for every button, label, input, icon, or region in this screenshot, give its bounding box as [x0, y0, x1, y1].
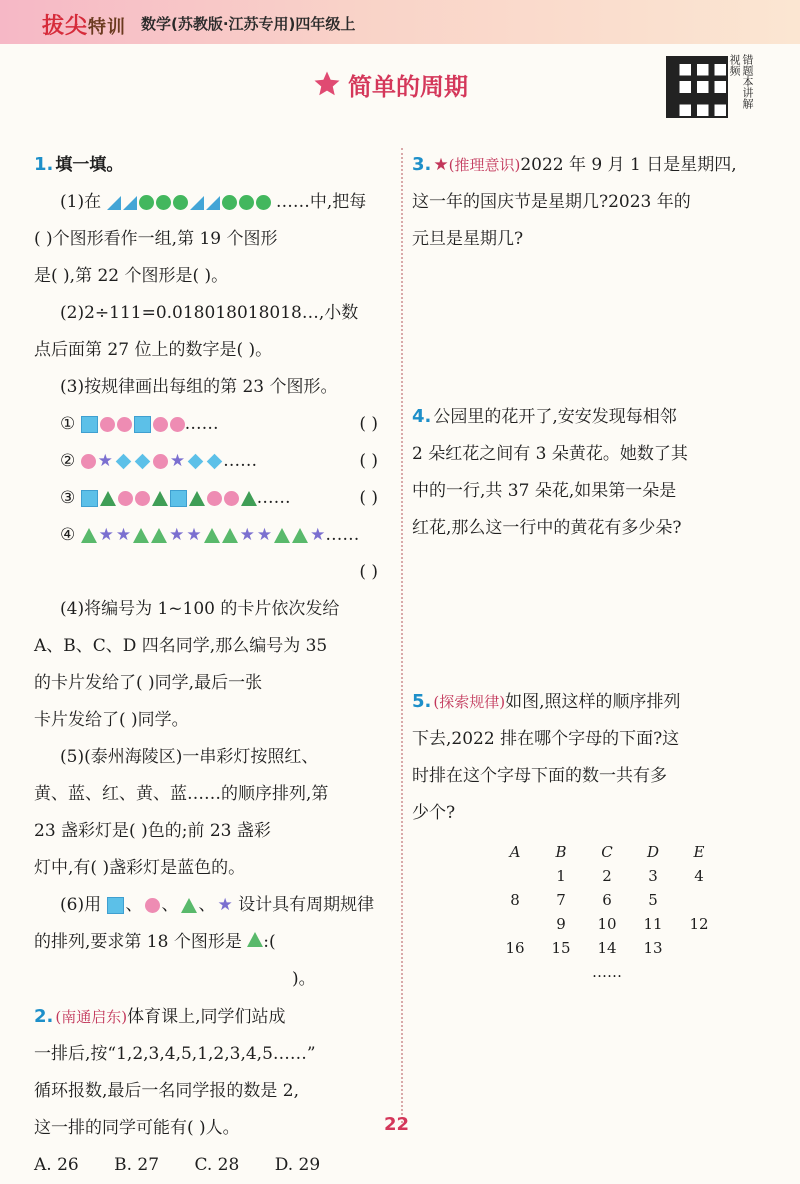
- grid-cell: 9: [556, 915, 566, 933]
- q5-line1: 5. (探索规律)如图,照这样的顺序排列: [412, 691, 681, 712]
- q1-p4-line3: 的卡片发给了( )同学,最后一张: [34, 673, 263, 693]
- triangle-icon: [181, 898, 197, 913]
- diamond-icon: [188, 454, 204, 470]
- grid-cell: 12: [689, 915, 709, 933]
- q4-answer-space[interactable]: [412, 547, 762, 683]
- triangle-icon: [292, 528, 308, 543]
- q1-p2-line1: (2)2÷111=0.018018018018…,小数: [60, 303, 359, 323]
- q1-row2: ② ★ ★ …… ( ): [34, 443, 392, 480]
- right-triangle-icon: [190, 196, 204, 210]
- star-icon: ★: [239, 525, 255, 545]
- brand-logo: 拔尖特训: [42, 14, 127, 39]
- triangle-icon: [247, 932, 263, 947]
- grid-cell: 13: [643, 939, 663, 957]
- q1-p6-line2: 的排列,要求第 18 个图形是 :(: [34, 932, 276, 952]
- triangle-icon: [189, 491, 205, 506]
- q1-p2-line2: 点后面第 27 位上的数字是( )。: [34, 340, 273, 360]
- grid-row: [492, 864, 722, 888]
- q1-p4-line2: A、B、C、D 四名同学,那么编号为 35: [34, 636, 328, 656]
- circle-icon: [139, 195, 154, 210]
- q1-row3: ③ …… ( ): [34, 480, 392, 517]
- grid-cell: [676, 936, 722, 960]
- star-icon: ★: [310, 525, 326, 545]
- answer-blank[interactable]: ( ): [359, 562, 378, 582]
- circle-icon: [173, 195, 188, 210]
- circle-icon: [256, 195, 271, 210]
- option-b[interactable]: B. 27: [114, 1155, 160, 1175]
- q1-p5-line4: 灯中,有( )盏彩灯是蓝色的。: [34, 858, 246, 878]
- q1-p1-line3: 是( ),第 22 个图形是( )。: [34, 266, 229, 286]
- q1-p1-line2: ( )个图形看作一组,第 19 个图形: [34, 229, 278, 249]
- triangle-icon: [133, 528, 149, 543]
- q1-row1: ① …… ( ): [34, 406, 392, 443]
- grid-cell: [492, 864, 538, 888]
- q1-row4: ④ ★ ★ ★ ★ ★ ★ ★ ……: [60, 525, 360, 545]
- square-icon: [107, 897, 124, 914]
- grid-cell: 10: [597, 915, 617, 933]
- circle-icon: [170, 417, 185, 432]
- circle-icon: [224, 491, 239, 506]
- triangle-icon: [222, 528, 238, 543]
- triangle-icon: [151, 528, 167, 543]
- q5-line3: 时排在这个字母下面的数一共有多: [412, 766, 667, 786]
- q1-p4-line1: (4)将编号为 1~100 的卡片依次发给: [60, 599, 340, 619]
- star-icon: ★: [169, 525, 185, 545]
- column-divider: [401, 148, 403, 1123]
- section-title: 简单的周期: [348, 72, 468, 101]
- section-heading: [312, 66, 468, 102]
- square-icon: [81, 490, 98, 507]
- q1-p6-line1: (6)用 、 、 、 ★ 设计具有周期规律: [60, 895, 375, 915]
- circle-icon: [153, 454, 168, 469]
- q2-line4: 这一排的同学可能有( )人。: [34, 1118, 240, 1138]
- q3-line2: 这一年的国庆节是星期几?2023 年的: [412, 192, 691, 212]
- grid-cell: 15: [551, 939, 571, 957]
- grid-cell: 2: [602, 867, 612, 885]
- circle-icon: [117, 417, 132, 432]
- grid-row: [492, 888, 722, 912]
- circle-icon: [100, 417, 115, 432]
- q4-line4: 红花,那么这一行中的黄花有多少朵?: [412, 518, 682, 538]
- grid-cell: 11: [643, 915, 663, 933]
- star-icon: ★: [115, 525, 132, 545]
- q5-line4: 少个?: [412, 803, 456, 823]
- grid-cell: 3: [648, 867, 658, 885]
- right-column: [412, 146, 762, 984]
- star-icon: [312, 69, 342, 99]
- square-icon: [170, 490, 187, 507]
- number-grid: [492, 840, 722, 984]
- diamond-icon: [116, 454, 132, 470]
- circle-icon: [145, 898, 160, 913]
- q1-p5-line1: (5)(泰州海陵区)一串彩灯按照红、: [60, 747, 319, 767]
- grid-cell: 14: [597, 939, 617, 957]
- book-subject: 数学(苏教版·江苏专用)四年级上: [141, 15, 356, 33]
- answer-blank[interactable]: ( ): [359, 414, 378, 434]
- circle-icon: [118, 491, 133, 506]
- right-triangle-icon: [107, 196, 121, 210]
- sequence-shapes: [107, 195, 271, 210]
- circle-icon: [207, 491, 222, 506]
- grid-continuation: [492, 960, 722, 984]
- q1-row4-answer: [34, 554, 392, 591]
- circle-icon: [81, 454, 96, 469]
- option-a[interactable]: A. 26: [34, 1155, 79, 1175]
- grid-row: [492, 912, 722, 936]
- grid-col-a: A: [509, 843, 521, 861]
- grid-row: [492, 936, 722, 960]
- circle-icon: [135, 491, 150, 506]
- grid-col-b: B: [555, 843, 567, 861]
- triangle-icon: [81, 528, 97, 543]
- q4-line3: 中的一行,共 37 朵花,如果第一朵是: [412, 481, 677, 501]
- grid-cell: 1: [556, 867, 566, 885]
- left-column: [34, 146, 392, 1184]
- q3-line1: 3. ★(推理意识)2022 年 9 月 1 日是星期四,: [412, 154, 737, 175]
- q1-p4-line4: 卡片发给了( )同学。: [34, 710, 189, 730]
- diamond-icon: [135, 454, 151, 470]
- grid-cell: [676, 888, 722, 912]
- triangle-icon: [274, 528, 290, 543]
- q3-line3: 元旦是星期几?: [412, 229, 524, 249]
- circle-icon: [239, 195, 254, 210]
- grid-col-d: D: [646, 843, 660, 861]
- star-icon: ★: [169, 451, 186, 471]
- answer-blank[interactable]: ( ): [359, 451, 378, 471]
- q2-line3: 循环报数,最后一名同学报的数是 2,: [34, 1081, 300, 1101]
- q5-line2: 下去,2022 排在哪个字母的下面?这: [412, 729, 680, 749]
- qr-label: 错题本讲解视频: [728, 54, 754, 109]
- grid-ellipsis: ……: [592, 963, 622, 981]
- triangle-icon: [241, 491, 257, 506]
- q1-p5-line3: 23 盏彩灯是( )色的;前 23 盏彩: [34, 821, 271, 841]
- option-d[interactable]: D. 29: [274, 1155, 321, 1175]
- q2-line2: 一排后,按“1,2,3,4,5,1,2,3,4,5……”: [34, 1044, 316, 1064]
- star-icon: ★: [256, 525, 273, 545]
- star-icon: ★: [186, 525, 202, 545]
- page-number: 22: [384, 1114, 410, 1135]
- grid-cell: 7: [556, 891, 566, 909]
- square-icon: [81, 416, 98, 433]
- triangle-icon: [204, 528, 220, 543]
- grid-cell: 8: [510, 891, 520, 909]
- star-icon: ★: [98, 525, 114, 545]
- qr-code[interactable]: [666, 56, 728, 118]
- grid-col-c: C: [601, 843, 613, 861]
- grid-col-e: E: [693, 843, 705, 861]
- star-icon: ★: [217, 895, 233, 915]
- triangle-icon: [152, 491, 168, 506]
- star-icon: ★: [97, 451, 113, 471]
- circle-icon: [153, 417, 168, 432]
- triangle-icon: [100, 491, 116, 506]
- q1-title: 1. 填一填。: [34, 154, 124, 175]
- grid-header: [492, 840, 722, 864]
- grid-cell: 5: [648, 891, 658, 909]
- grid-cell: [492, 912, 538, 936]
- q1-p6-line3: )。: [292, 969, 316, 989]
- q4-line2: 2 朵红花之间有 3 朵黄花。她数了其: [412, 444, 688, 464]
- q2-line1: 2. (南通启东)体育课上,同学们站成: [34, 1006, 286, 1027]
- circle-icon: [222, 195, 237, 210]
- grid-cell: 16: [505, 939, 525, 957]
- q1-p5-line2: 黄、蓝、红、黄、蓝……的顺序排列,第: [34, 784, 329, 804]
- q4-line1: 4. 公园里的花开了,安安发现每相邻: [412, 406, 677, 427]
- grid-cell: 6: [602, 891, 612, 909]
- header-bar: [0, 0, 800, 44]
- circle-icon: [156, 195, 171, 210]
- diamond-icon: [207, 454, 223, 470]
- q1-p3: (3)按规律画出每组的第 23 个图形。: [60, 377, 338, 397]
- grid-cell: 4: [694, 867, 704, 885]
- answer-blank[interactable]: ( ): [359, 488, 378, 508]
- q2-options: [34, 1147, 392, 1184]
- right-triangle-icon: [123, 196, 137, 210]
- q3-answer-space[interactable]: [412, 258, 762, 398]
- option-c[interactable]: C. 28: [194, 1155, 240, 1175]
- right-triangle-icon: [206, 196, 220, 210]
- q1-p1-line1: (1)在 ……中,把每: [60, 192, 367, 212]
- square-icon: [134, 416, 151, 433]
